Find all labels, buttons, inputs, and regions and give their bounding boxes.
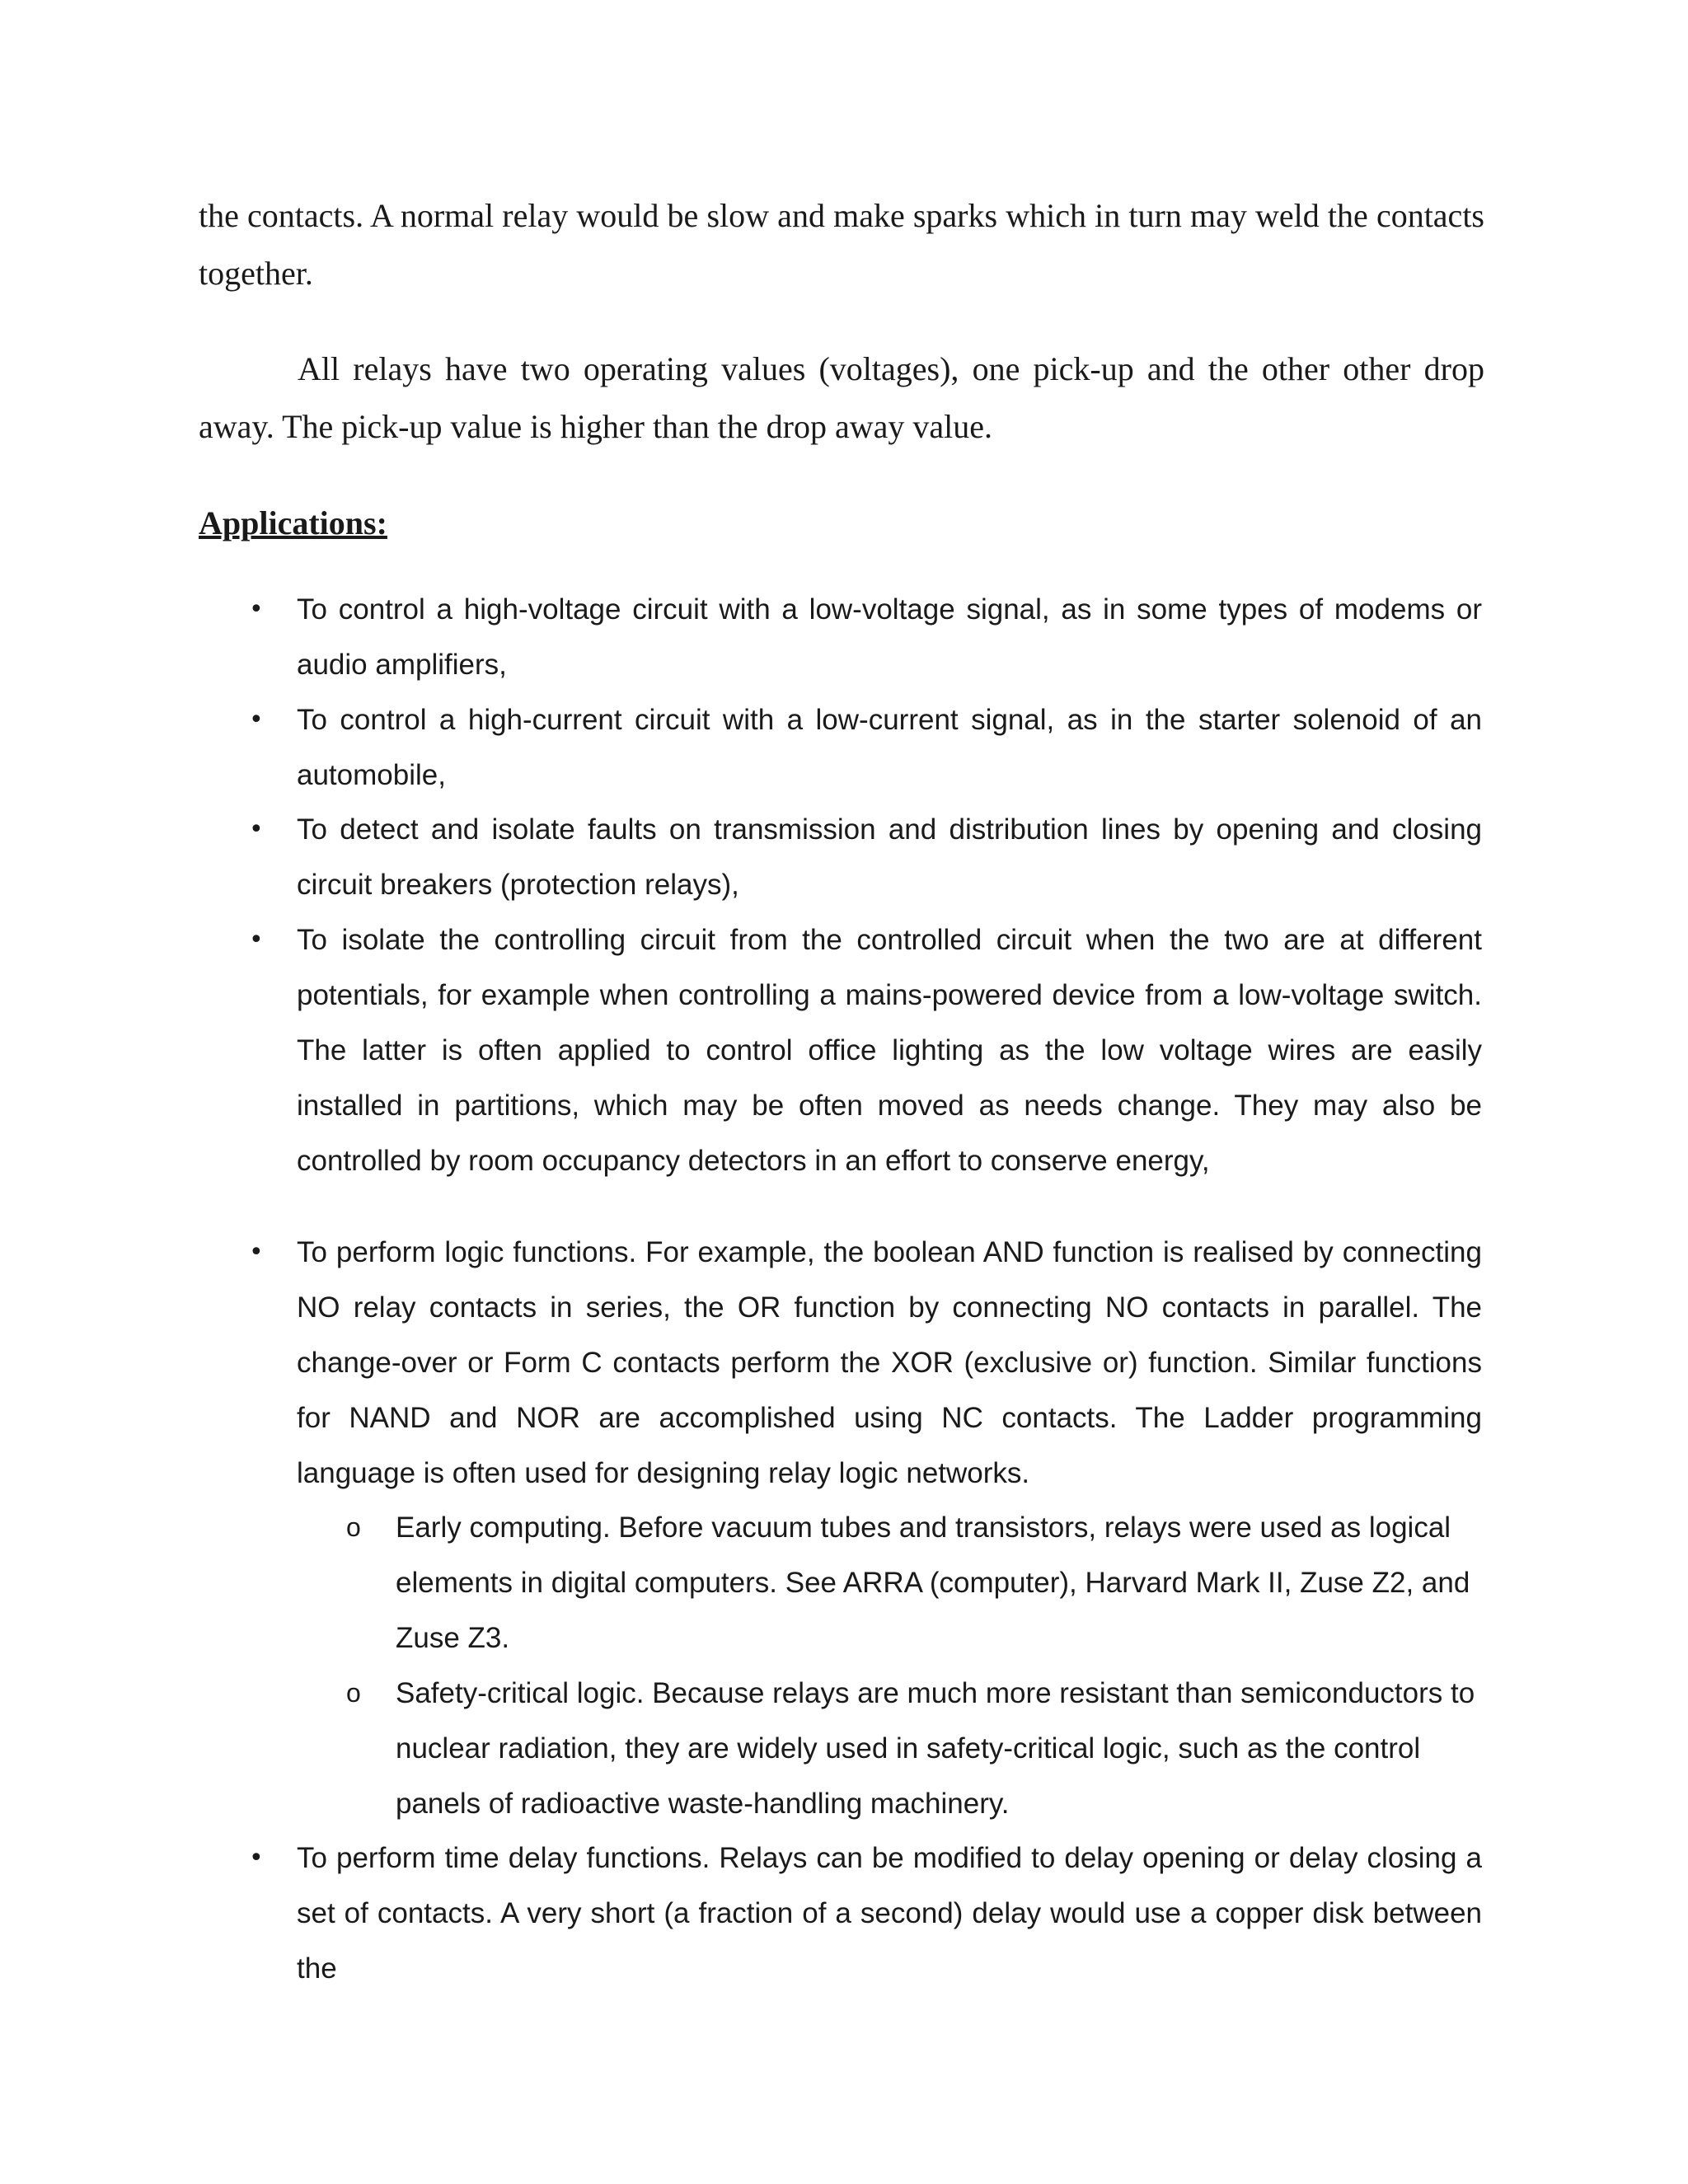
sub-list-item (346, 1500, 1482, 1666)
list-item (249, 692, 1482, 803)
list-item (249, 802, 1482, 912)
list-item-text: To detect and isolate faults on transmission and distribution lines by opening and closing circuit breakers (protection relays), (297, 813, 1482, 901)
bullet-marker: • (249, 1844, 264, 1872)
list-item (249, 1225, 1482, 1501)
sub-bullet-marker: o (346, 1678, 361, 1708)
paragraph-operating-values: All relays have two operating values (voltages), one pick-up and the other other drop away. The pick-up value is higher than the drop away value. (199, 350, 1484, 445)
paragraph-contacts-welding: the contacts. A normal relay would be slow and make sparks which in turn may weld the contacts together. (199, 197, 1484, 292)
bullet-marker: • (249, 595, 264, 624)
list-item-text: To control a high-current circuit with a low-current signal, as in the starter solenoid of an automobile, (297, 704, 1482, 791)
list-item (249, 1830, 1482, 1996)
bullet-marker: • (249, 705, 264, 734)
sub-list-item (346, 1666, 1482, 1831)
section-heading-applications: Applications: (199, 504, 387, 541)
list-item-text: To perform logic functions. For example, the boolean AND function is realised by connecting NO relay contacts in series, the OR function by connecting NO contacts in parallel. The change-over or Form C contacts perform the XOR (exclusive or) function. Similar functions for NAND and NOR are accomplished using NC contacts. The Ladder programming language is often used for designing relay logic networks. (297, 1236, 1482, 1489)
list-item-text: To perform time delay functions. Relays can be modified to delay opening or delay closing a set of contacts. A very short (a fraction of a second) delay would use a copper disk between the (297, 1842, 1482, 1985)
list-item-text: To control a high-voltage circuit with a low-voltage signal, as in some types of modems or audio amplifiers, (297, 593, 1482, 681)
bullet-marker: • (249, 815, 264, 844)
list-item (249, 582, 1482, 692)
bullet-marker: • (249, 1238, 264, 1267)
sub-list-item-text: Safety-critical logic. Because relays are much more resistant than semiconductors to nuclear radiation, they are widely used in safety-critical logic, such as the control panels of radioactive waste-handling machinery. (396, 1677, 1475, 1820)
sub-bullet-marker: o (346, 1512, 361, 1542)
sub-list-item-text: Early computing. Before vacuum tubes and transistors, relays were used as logical elements in digital computers. See ARRA (computer), Harvard Mark II, Zuse Z2, and Zuse Z3. (396, 1511, 1470, 1654)
list-item (249, 912, 1482, 1188)
bullet-marker: • (249, 926, 264, 954)
list-item-text: To isolate the controlling circuit from the controlled circuit when the two are at different potentials, for example when controlling a mains-powered device from a low-voltage switch. The latter is often applied to control office lighting as the low voltage wires are easily installed in partitions, which may be often moved as needs change. They may also be controlled by room occupancy detectors in an effort to conserve energy, (297, 924, 1482, 1177)
